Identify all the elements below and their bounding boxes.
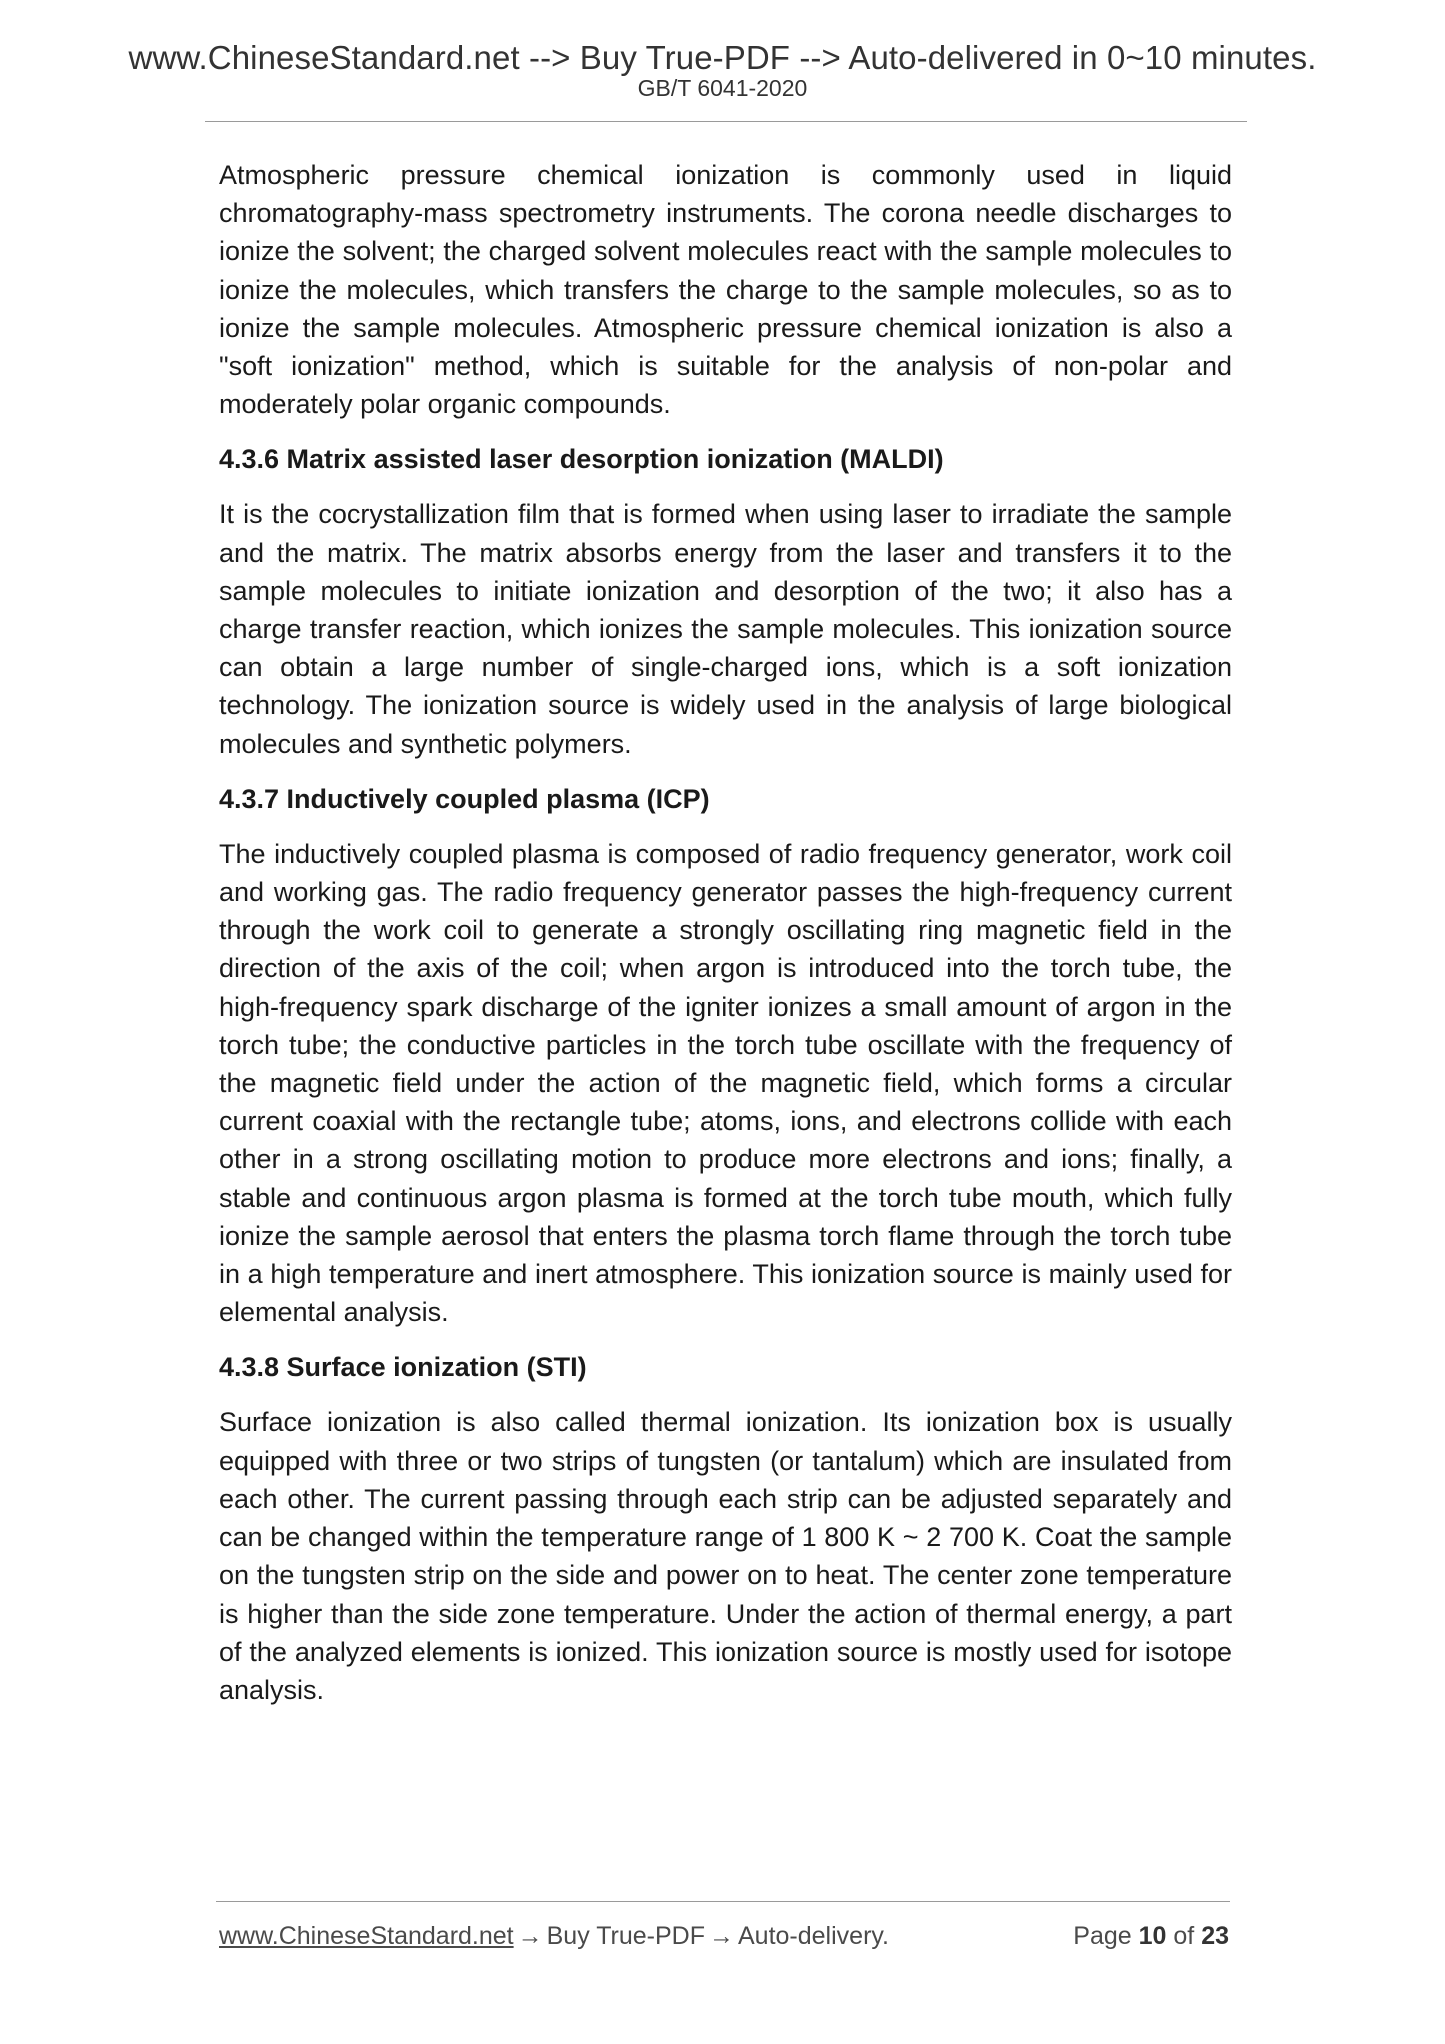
page-content (219, 156, 1232, 1726)
paragraph-icp: The inductively coupled plasma is composed of radio frequency generator, work coil and working gas. The radio frequency generator passes the high-frequency current through the work coil to generate a strongly oscillating ring magnetic field in the direction of the axis of the coil; when argon is introduced into the torch tube, the high-frequency spark discharge of the igniter ionizes a small amount of argon in the torch tube; the conductive particles in the torch tube oscillate with the frequency of the magnetic field under the action of the magnetic field, which forms a circular current coaxial with the rectangle tube; atoms, ions, and electrons collide with each other in a strong oscillating motion to produce more electrons and ions; finally, a stable and continuous argon plasma is formed at the torch tube mouth, which fully ionize the sample aerosol that enters the plasma torch flame through the torch tube in a high temperature and inert atmosphere. This ionization source is mainly used for elemental analysis. (219, 838, 1232, 1328)
footer-buy-text: Buy True-PDF (546, 1922, 705, 1950)
footer-promo (219, 1920, 889, 1952)
section-heading-4-3-8: 4.3.8 Surface ionization (STI) (219, 1352, 587, 1383)
footer-delivery-text: Auto-delivery. (738, 1922, 889, 1950)
footer-site-link[interactable]: www.ChineseStandard.net (219, 1922, 514, 1950)
header-divider (205, 121, 1247, 122)
paragraph-sti: Surface ionization is also called thermal ionization. Its ionization box is usually equipped with three or two strips of tungsten (or tantalum) which are insulated from each other. The current passing through each strip can be adjusted separately and can be changed within the temperature range of 1 800 K ~ 2 700 K. Coat the sample on the tungsten strip on the side and power on to heat. The center zone temperature is higher than the side zone temperature. Under the action of thermal energy, a part of the analyzed elements is ionized. This ionization source is mostly used for isotope analysis. (219, 1407, 1232, 1705)
total-pages: 23 (1201, 1922, 1229, 1950)
section-heading-4-3-7: 4.3.7 Inductively coupled plasma (ICP) (219, 783, 710, 814)
footer-divider (216, 1901, 1230, 1902)
of-label: of (1173, 1922, 1195, 1950)
current-page: 10 (1138, 1922, 1167, 1950)
top-banner: www.ChineseStandard.net --> Buy True-PDF --> Auto-delivered in 0~10 minutes. (128, 39, 1317, 76)
arrow-right-icon: → (517, 1922, 543, 1950)
arrow-right-icon: → (709, 1922, 734, 1950)
paragraph-apci: Atmospheric pressure chemical ionization is commonly used in liquid chromatography-mass spectrometry instruments. The corona needle discharges to ionize the solvent; the charged solvent molecules react with the sample molecules to ionize the molecules, which transfers the charge to the sample molecules, so as to ionize the sample molecules. Atmospheric pressure chemical ionization is also a "soft ionization" method, which is suitable for the analysis of non-polar and moderately polar organic compounds. (219, 160, 1232, 420)
section-heading-4-3-6: 4.3.6 Matrix assisted laser desorption ionization (MALDI) (219, 444, 944, 475)
page-label: Page (1073, 1922, 1132, 1950)
document-code: GB/T 6041-2020 (637, 75, 808, 101)
paragraph-maldi: It is the cocrystallization film that is formed when using laser to irradiate the sample and the matrix. The matrix absorbs energy from the laser and transfers it to the sample molecules to initiate ionization and desorption of the two; it also has a charge transfer reaction, which ionizes the sample molecules. This ionization source can obtain a large number of single-charged ions, which is a soft ionization technology. The ionization source is widely used in the analysis of large biological molecules and synthetic polymers. (219, 499, 1232, 759)
page-number (1073, 1920, 1229, 1952)
